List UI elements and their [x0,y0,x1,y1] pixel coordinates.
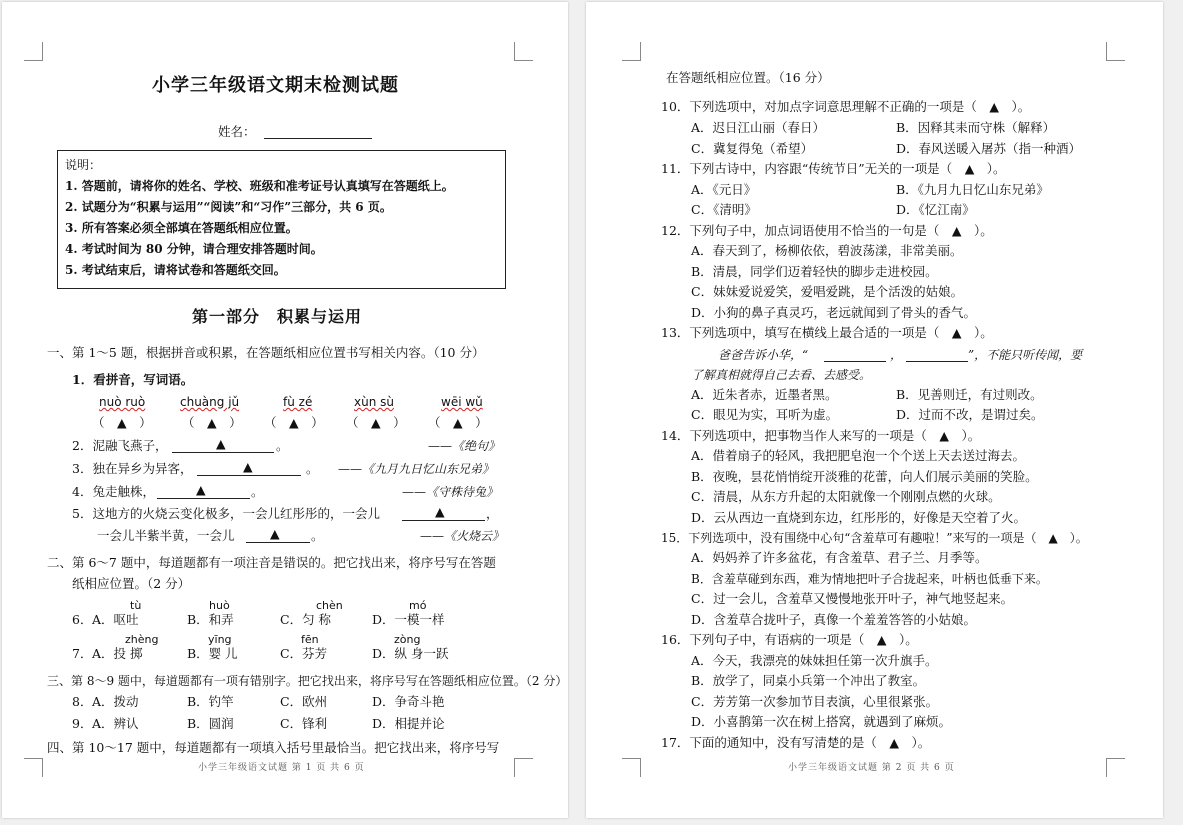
triangle-marker: ▲ [196,482,206,497]
q13-quote-line2: 了解真相就得自己去看、去感受。 [691,368,872,382]
q10-option-b[interactable]: B．因释其耒而守株（解释） [896,120,1056,135]
page-1 [2,2,568,818]
question-group-2: 二、第 6～7 题中，每道题都有一项注音是错误的。把它找出来，将序号写在答题 [47,555,496,570]
q17-stem: 17．下面的通知中，没有写清楚的是（ ▲ ）。 [661,735,931,750]
triangle-marker: ▲ [270,526,280,541]
exam-title: 小学三年级语文期末检测试题 [152,75,399,96]
q14-option-d[interactable]: D．云从西边一直烧到东边，红彤彤的，好像是天空着了火。 [691,510,1027,525]
q11-option-a[interactable]: A．《元日》 [691,182,757,197]
q9-num: 9． [72,716,93,731]
crop-mark [622,42,641,61]
instruction-item: 3. 所有答案必须全部填在答题纸相应位置。 [65,221,298,235]
q12-option-b[interactable]: B．清晨，同学们迈着轻快的脚步走进校园。 [691,264,938,279]
q5-text-line2: 一会儿半紫半黄，一会儿 [97,528,235,543]
q5-line2-end: 。 [311,528,324,543]
crop-mark [514,758,533,777]
q9-option-a[interactable]: A．辨认 [92,716,139,731]
q1-label: 1．看拼音，写词语。 [72,372,194,387]
q9-option-c[interactable]: C．锋利 [280,716,328,731]
instruction-item: 4. 考试时间为 80 分钟，请合理安排答题时间。 [65,242,323,256]
q12-option-d[interactable]: D．小狗的鼻子真灵巧，老远就闻到了骨头的香气。 [691,305,977,320]
q7-option-d[interactable]: D．纵 身一跃 [372,646,449,661]
q13-quote-c: ”，不能只听传闻，要 [968,348,1083,362]
pinyin: mó [409,599,427,612]
triangle-marker: ▲ [435,504,445,519]
question-group-3: 三、第 8～9 题中，每道题都有一项有错别字。把它找出来，将序号写在答题纸相应位置。（2 分） [47,674,568,688]
q11-option-d[interactable]: D．《忆江南》 [896,202,975,217]
q15-option-d[interactable]: D．含羞草合拢叶子，真像一个羞羞答答的小姑娘。 [691,612,977,627]
q8-option-d[interactable]: D．争奇斗艳 [372,694,445,709]
pinyin: zòng [394,633,421,646]
instruction-item: 1. 答题前，请将你的姓名、学校、班级和准考证号认真填写在答题纸上。 [65,179,454,193]
page-footer: 小学三年级语文试题 第 2 页 共 6 页 [788,763,955,773]
q7-option-c[interactable]: C．芬芳 [280,646,328,661]
q6-option-b[interactable]: B．和弄 [187,612,234,627]
q10-option-a[interactable]: A．迟日江山丽（春日） [691,120,826,135]
q13-option-a[interactable]: A．近朱者赤，近墨者黑。 [691,387,838,402]
blank-line[interactable] [246,542,310,543]
blank-line[interactable] [172,452,274,453]
triangle-marker: ▲ [243,459,253,474]
page-footer: 小学三年级语文试题 第 1 页 共 6 页 [198,763,365,773]
crop-mark [24,42,43,61]
q13-quote-a: 爸爸告诉小华，“ [718,348,809,362]
instruction-item: 2. 试题分为“积累与运用”“阅读”和“习作”三部分，共 6 页。 [65,200,392,214]
q13-option-d[interactable]: D．过而不改，是谓过矣。 [896,407,1044,422]
answer-parens[interactable]: （ ▲ ） [264,415,324,430]
question-group-4: 四、第 10～17 题中，每道题都有一项填入括号里最恰当。把它找出来，将序号写 [47,740,500,755]
crop-mark [622,758,641,777]
pinyin: chèn [316,599,343,612]
q16-option-d[interactable]: D．小喜鹊第一次在树上搭窝，就遇到了麻烦。 [691,714,952,729]
q4-source: ——《守株待兔》 [402,485,499,499]
instruction-item: 5. 考试结束后，请将试卷和答题纸交回。 [65,263,286,277]
continuation-text: 在答题纸相应位置。（16 分） [666,70,830,85]
q11-stem: 11．下列古诗中，内容跟“传统节日”无关的一项是（ ▲ ）。 [661,161,1006,176]
q8-option-c[interactable]: C．欧州 [280,694,328,709]
q15-stem: 15．下列选项中，没有围绕中心句“含羞草可有趣啦！”来写的一项是（ ▲ ）。 [661,531,1088,545]
q2-text: 2．泥融飞燕子， [72,438,168,453]
q6-num: 6． [72,612,93,627]
q9-option-b[interactable]: B．圆润 [187,716,234,731]
q16-stem: 16．下列句子中，有语病的一项是（ ▲ ）。 [661,632,918,647]
page-2 [586,2,1163,818]
q7-option-b[interactable]: B．婴 儿 [187,646,238,661]
q7-option-a[interactable]: A．投 掷 [92,646,143,661]
q12-stem: 12．下列句子中，加点词语使用不恰当的一句是（ ▲ ）。 [661,223,993,238]
q16-option-b[interactable]: B．放学了，同桌小兵第一个冲出了教室。 [691,673,926,688]
q11-option-b[interactable]: B．《九月九日忆山东兄弟》 [896,182,1049,197]
q14-stem: 14．下列选项中，把事物当作人来写的一项是（ ▲ ）。 [661,428,981,443]
q12-option-c[interactable]: C．妹妹爱说爱笑，爱唱爱跳，是个活泼的姑娘。 [691,284,964,299]
pinyin: fēn [301,633,319,646]
q13-option-b[interactable]: B．见善则迁，有过则改。 [896,387,1043,402]
q10-option-d[interactable]: D．春风送暖入屠苏（指一种酒） [896,141,1082,156]
q15-option-c[interactable]: C．过一会儿，含羞草又慢慢地张开叶子，神气地竖起来。 [691,591,1014,606]
q6-option-a[interactable]: A．呕吐 [92,612,139,627]
triangle-marker: ▲ [216,436,226,451]
q5-source: ——《火烧云》 [420,529,505,543]
pinyin: wēi wǔ [441,395,483,409]
q8-option-a[interactable]: A．拨动 [92,694,139,709]
q10-option-c[interactable]: C．冀复得兔（希望） [691,141,814,156]
q6-option-c[interactable]: C．匀 称 [280,612,332,627]
question-group-1: 一、第 1～5 题，根据拼音或积累，在答题纸相应位置书写相关内容。（10 分） [47,345,485,360]
q13-quote-b: ， [890,348,903,362]
blank-line[interactable] [157,498,250,499]
q15-option-b[interactable]: B．含羞草碰到东西，难为情地把叶子合拢起来，叶柄也低垂下来。 [691,572,1048,586]
pinyin: huò [209,599,230,612]
q9-option-d[interactable]: D．相提并论 [372,716,445,731]
pinyin: nuò ruò [99,395,146,409]
name-label: 姓名： [218,124,256,139]
q13-stem: 13．下列选项中，填写在横线上最合适的一项是（ ▲ ）。 [661,325,993,340]
pinyin: chuàng jǔ [180,395,240,409]
q3-text: 3．独在异乡为异客， [72,461,193,476]
crop-mark [1106,758,1125,777]
pinyin: fù zé [283,395,313,409]
q7-num: 7． [72,646,93,661]
instructions-heading: 说明： [65,158,102,172]
q15-option-a[interactable]: A．妈妈养了许多盆花，有含羞草、君子兰、月季等。 [691,550,988,565]
q3-end: 。 [306,461,319,476]
q6-option-d[interactable]: D．一模一样 [372,612,445,627]
q2-source: ——《绝句》 [428,439,501,453]
q4-end: 。 [251,484,264,499]
answer-parens[interactable]: （ ▲ ） [428,415,488,430]
pinyin: zhèng [125,633,159,646]
pinyin: yīng [208,633,232,646]
pinyin: tù [130,599,142,612]
crop-mark [24,758,43,777]
q16-option-c[interactable]: C．芳芳第一次参加节目表演，心里很紧张。 [691,694,939,709]
q13-option-c[interactable]: C．眼见为实，耳听为虚。 [691,407,839,422]
section-title: 第一部分 积累与运用 [192,307,363,326]
q4-text: 4．兔走触株， [72,484,155,499]
crop-mark [1106,42,1125,61]
q16-option-a[interactable]: A．今天，我漂亮的妹妹担任第一次升旗手。 [691,653,938,668]
q11-option-c[interactable]: C．《清明》 [691,202,757,217]
q2-end: 。 [276,438,289,453]
q5-text: 5．这地方的火烧云变化极多，一会儿红彤彤的，一会儿 [72,506,380,521]
q14-option-c[interactable]: C．清晨，从东方升起的太阳就像一个刚刚点燃的火球。 [691,489,1001,504]
blank-line[interactable] [906,361,968,362]
q10-stem: 10．下列选项中，对加点字词意思理解不正确的一项是（ ▲ ）。 [661,99,1031,114]
blank-line[interactable] [402,520,485,521]
blank-line[interactable] [824,361,886,362]
blank-line[interactable] [197,475,301,476]
q14-option-b[interactable]: B．夜晚，昙花悄悄绽开淡雅的花蕾，向人们展示美丽的笑脸。 [691,469,1038,484]
q8-option-b[interactable]: B．钓竿 [187,694,234,709]
q14-option-a[interactable]: A．借着扇子的轻风，我把肥皂泡一个个送上天去送过海去。 [691,448,1026,463]
name-field-line[interactable] [264,138,372,139]
crop-mark [514,42,533,61]
answer-parens[interactable]: （ ▲ ） [182,415,242,430]
answer-parens[interactable]: （ ▲ ） [346,415,406,430]
pinyin: xùn sù [354,395,394,409]
q5-line1-end: ， [486,506,499,521]
q3-source: ——《九月九日忆山东兄弟》 [338,462,495,476]
q8-num: 8． [72,694,93,709]
answer-parens[interactable]: （ ▲ ） [92,415,152,430]
question-group-2-cont: 纸相应位置。（2 分） [72,576,191,591]
q12-option-a[interactable]: A．春天到了，杨柳依依，碧波荡漾，非常美丽。 [691,243,963,258]
